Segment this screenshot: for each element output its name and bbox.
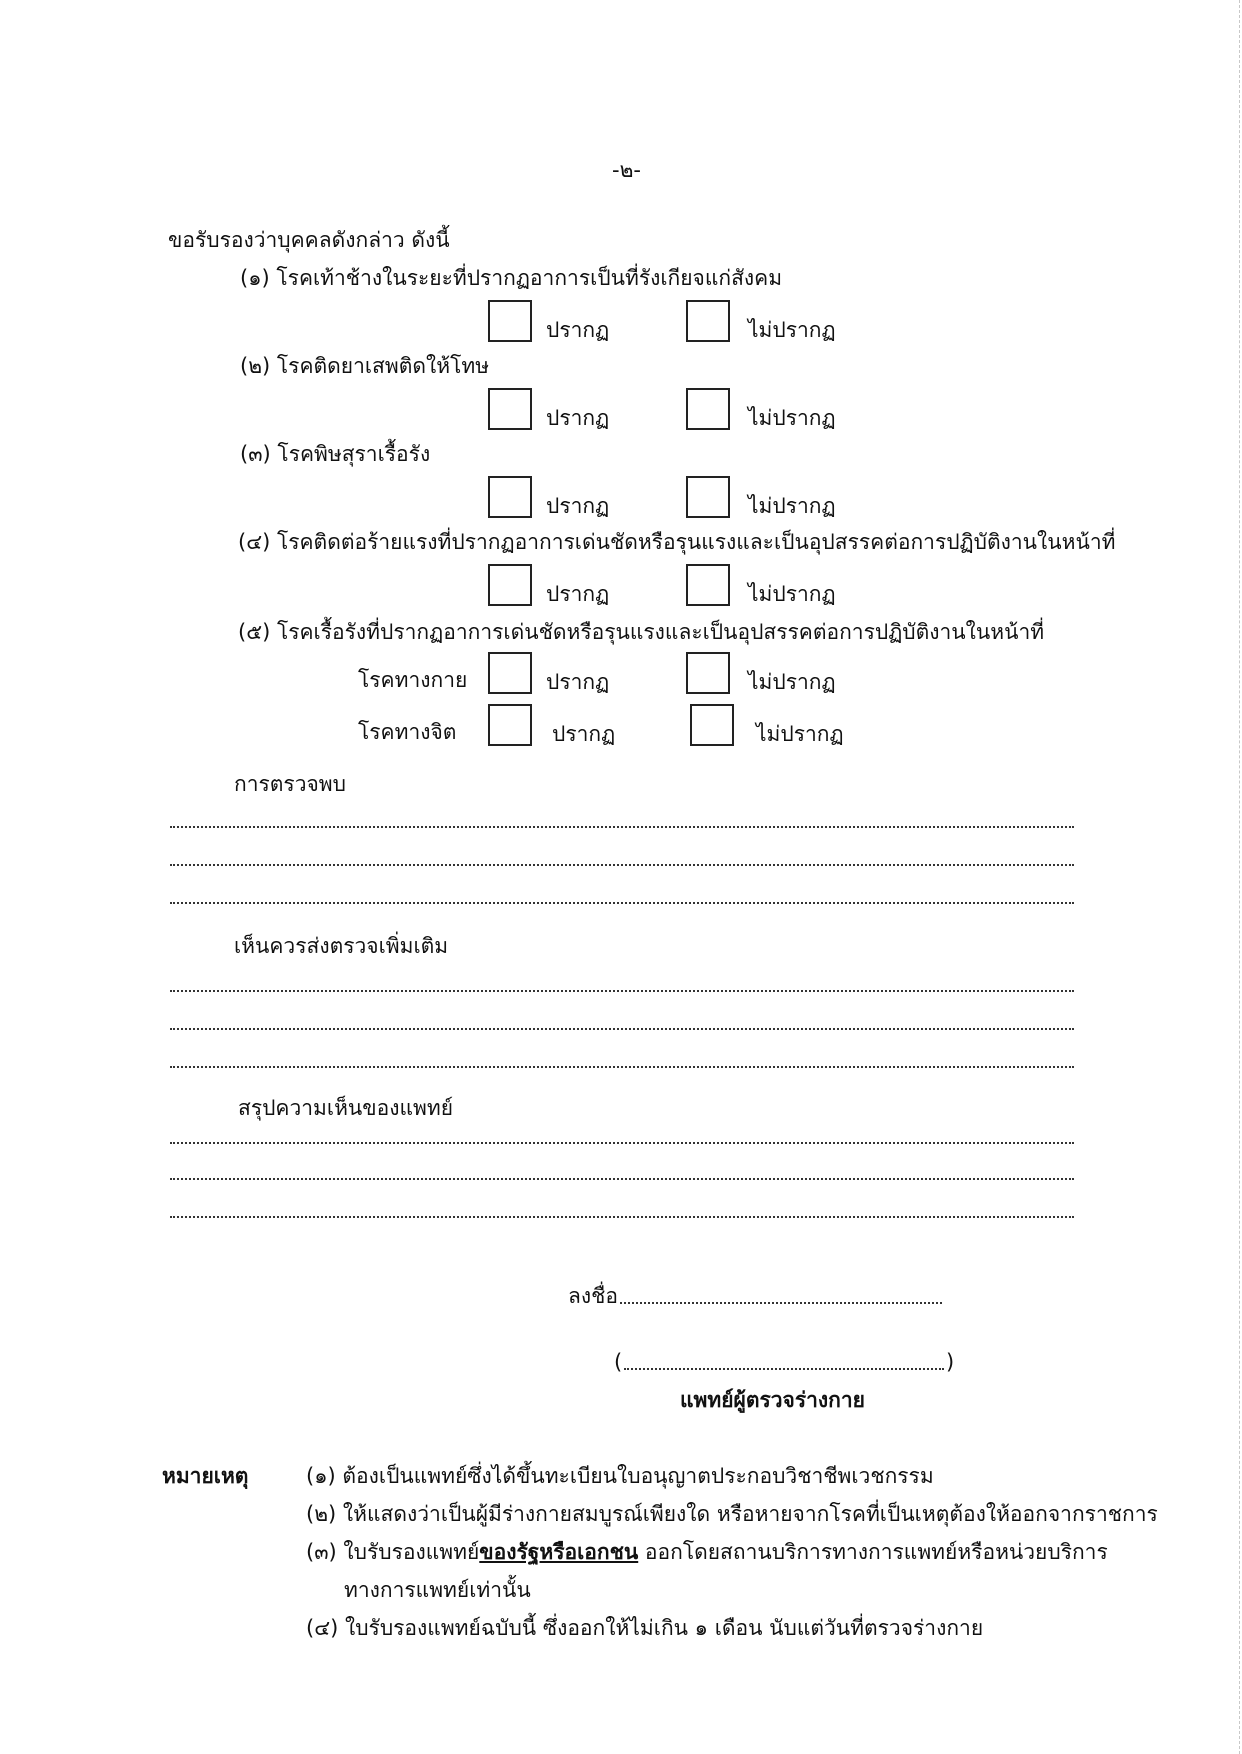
physical-absent-label: ไม่ปรากฏ bbox=[748, 670, 836, 694]
further-exam-line-2[interactable] bbox=[170, 1028, 1074, 1030]
note-3-emphasis: ของรัฐหรือเอกชน bbox=[479, 1540, 639, 1564]
disease-4-label: (๔) โรคติดต่อร้ายแรงที่ปรากฏอาการเด่นชัดหรือรุนแรงและเป็นอุปสรรคต่อการปฏิบัติงานในหน้าที่ bbox=[238, 530, 1116, 554]
disease-2-present-checkbox[interactable] bbox=[488, 388, 532, 430]
mental-absent-checkbox[interactable] bbox=[690, 704, 734, 746]
doctor-opinion-line-1[interactable] bbox=[170, 1142, 1074, 1144]
disease-3-present-checkbox[interactable] bbox=[488, 476, 532, 518]
findings-line-2[interactable] bbox=[170, 864, 1074, 866]
doctor-opinion-heading: สรุปความเห็นของแพทย์ bbox=[238, 1096, 454, 1120]
disease-2-absent-label: ไม่ปรากฏ bbox=[748, 406, 836, 430]
disease-1-label: (๑) โรคเท้าช้างในระยะที่ปรากฏอาการเป็นที่รังเกียจแก่สังคม bbox=[240, 266, 783, 290]
name-open-paren: ( bbox=[614, 1350, 623, 1374]
findings-line-1[interactable] bbox=[170, 826, 1074, 828]
sign-label: ลงชื่อ bbox=[568, 1284, 618, 1308]
note-3-suffix: ออกโดยสถานบริการทางการแพทย์หรือหน่วยบริการ bbox=[638, 1540, 1108, 1564]
mental-disease-label: โรคทางจิต bbox=[358, 720, 457, 744]
further-exam-line-1[interactable] bbox=[170, 990, 1074, 992]
mental-absent-label: ไม่ปรากฏ bbox=[756, 722, 844, 746]
mental-present-label: ปรากฏ bbox=[552, 722, 616, 746]
disease-3-absent-label: ไม่ปรากฏ bbox=[748, 494, 836, 518]
physical-absent-checkbox[interactable] bbox=[686, 652, 730, 694]
disease-1-present-checkbox[interactable] bbox=[488, 300, 532, 342]
notes-heading: หมายเหตุ bbox=[162, 1464, 249, 1488]
further-exam-line-3[interactable] bbox=[170, 1066, 1074, 1068]
disease-3-present-label: ปรากฏ bbox=[546, 494, 610, 518]
disease-3-label: (๓) โรคพิษสุราเรื้อรัง bbox=[240, 442, 431, 466]
physical-disease-label: โรคทางกาย bbox=[358, 668, 468, 692]
note-2: (๒) ให้แสดงว่าเป็นผู้มีร่างกายสมบูรณ์เพียงใด หรือหายจากโรคที่เป็นเหตุต้องให้ออกจากราชการ bbox=[306, 1502, 1158, 1526]
disease-2-present-label: ปรากฏ bbox=[546, 406, 610, 430]
scan-edge-artifact bbox=[1239, 0, 1240, 1754]
further-exam-heading: เห็นควรส่งตรวจเพิ่มเติม bbox=[234, 934, 449, 958]
disease-1-present-label: ปรากฏ bbox=[546, 318, 610, 342]
doctor-opinion-line-2[interactable] bbox=[170, 1178, 1074, 1180]
intro-text: ขอรับรองว่าบุคคลดังกล่าว ดังนี้ bbox=[168, 228, 450, 252]
disease-4-absent-checkbox[interactable] bbox=[686, 564, 730, 606]
disease-4-present-checkbox[interactable] bbox=[488, 564, 532, 606]
signature-line[interactable] bbox=[620, 1302, 942, 1304]
disease-1-absent-checkbox[interactable] bbox=[686, 300, 730, 342]
disease-4-present-label: ปรากฏ bbox=[546, 582, 610, 606]
page-number: -๒- bbox=[612, 158, 641, 182]
physical-present-label: ปรากฏ bbox=[546, 670, 610, 694]
printed-name-line[interactable] bbox=[624, 1368, 944, 1370]
disease-1-absent-label: ไม่ปรากฏ bbox=[748, 318, 836, 342]
disease-4-absent-label: ไม่ปรากฏ bbox=[748, 582, 836, 606]
disease-2-label: (๒) โรคติดยาเสพติดให้โทษ bbox=[240, 354, 490, 378]
disease-5-label: (๕) โรคเรื้อรังที่ปรากฏอาการเด่นชัดหรือรุนแรงและเป็นอุปสรรคต่อการปฏิบัติงานในหน้าที่ bbox=[238, 620, 1045, 644]
note-3-continuation: ทางการแพทย์เท่านั้น bbox=[344, 1578, 531, 1602]
physical-present-checkbox[interactable] bbox=[488, 652, 532, 694]
findings-heading: การตรวจพบ bbox=[234, 772, 346, 796]
findings-line-3[interactable] bbox=[170, 902, 1074, 904]
doctor-opinion-line-3[interactable] bbox=[170, 1216, 1074, 1218]
examining-doctor-title: แพทย์ผู้ตรวจร่างกาย bbox=[680, 1388, 865, 1412]
mental-present-checkbox[interactable] bbox=[488, 704, 532, 746]
note-1: (๑) ต้องเป็นแพทย์ซึ่งได้ขึ้นทะเบียนใบอนุญาตประกอบวิชาชีพเวชกรรม bbox=[306, 1464, 934, 1488]
note-3-prefix: (๓) ใบรับรองแพทย์ bbox=[306, 1540, 480, 1564]
note-4: (๔) ใบรับรองแพทย์ฉบับนี้ ซึ่งออกให้ไม่เกิน ๑ เดือน นับแต่วันที่ตรวจร่างกาย bbox=[306, 1616, 984, 1640]
disease-2-absent-checkbox[interactable] bbox=[686, 388, 730, 430]
name-close-paren: ) bbox=[946, 1350, 955, 1374]
note-3 bbox=[306, 1542, 1108, 1563]
disease-3-absent-checkbox[interactable] bbox=[686, 476, 730, 518]
